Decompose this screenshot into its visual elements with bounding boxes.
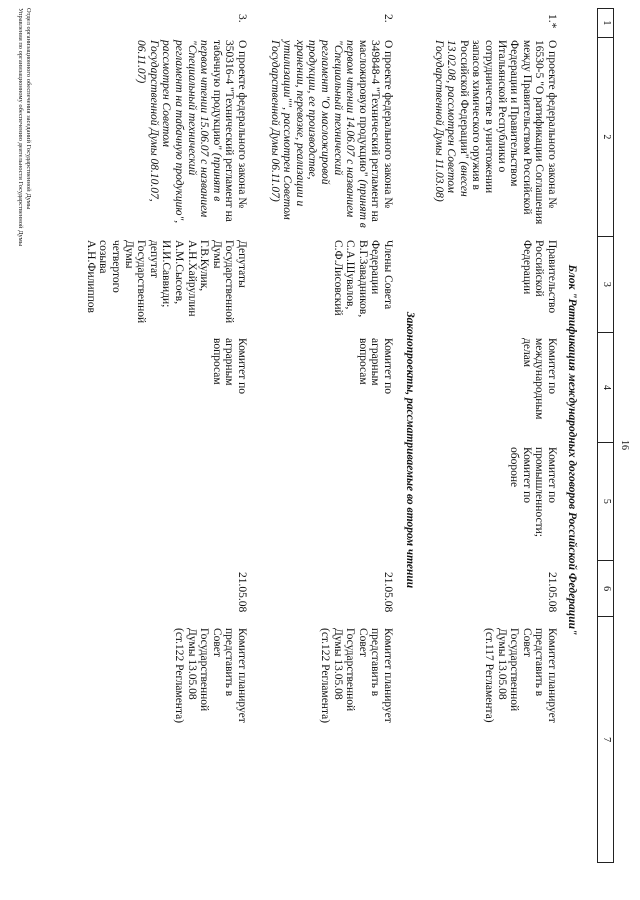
remark: Комитет планирует представить в Совет Государственной Думы 13.05.08 (ст.117 Регламента) bbox=[483, 628, 558, 723]
bill-note: (принят в первом чтении 14.06.07 с названием "Специальный технический регламент "О масложировой продукции, ее производстве, хранении, перевозке, реализации и утилизации"", рассмотрен Советом Государственной Думы 06.11.07) bbox=[268, 40, 369, 228]
bill-title: О проекте федерального закона № 350316-4 "Технический регламент на табачную продукцию" bbox=[210, 40, 248, 222]
col-header-4: 4 bbox=[598, 332, 614, 442]
row-number: 3. bbox=[236, 14, 248, 23]
footer-line-1: Отдел организационного обеспечения заседаний Государственной Думы bbox=[25, 8, 32, 210]
page-number: 16 bbox=[619, 440, 630, 450]
col-header-6: 6 bbox=[598, 560, 614, 617]
bill-note: (внесен 13.02.08, рассмотрен Советом Государственной Думы 11.03.08) bbox=[432, 40, 470, 202]
section-title: Законопроекты, рассматриваемые во втором чтении bbox=[404, 311, 416, 589]
co-committee: Комитет по промышленности; Комитет по обороне bbox=[508, 447, 558, 537]
date: 21.05.08 bbox=[236, 572, 248, 613]
column-number-header bbox=[597, 8, 614, 863]
row-number: 2. bbox=[382, 14, 394, 23]
author: Правительство Российской Федерации bbox=[520, 240, 558, 314]
col-header-1: 1 bbox=[598, 9, 614, 38]
date: 21.05.08 bbox=[382, 572, 394, 613]
row-number: 1.* bbox=[546, 14, 558, 29]
responsible-committee: Комитет по аграрным вопросам bbox=[210, 338, 248, 394]
row-title-cell bbox=[432, 40, 558, 228]
bill-title: О проекте федерального закона № 16530-5 "О ратификации Соглашения между Правительством Российской Федерации и Правительством Итальянской Республики о сотрудничестве в уничтожении запасов химического оружия в Российской Федерации" bbox=[457, 40, 558, 225]
row-title-cell bbox=[268, 40, 394, 228]
responsible-committee: Комитет по международным делам bbox=[520, 338, 558, 420]
responsible-committee: Комитет по аграрным вопросам bbox=[356, 338, 394, 394]
author: Члены Совета Федерации В.Г.Завадников, С.А.Шувалов, С.Ф.Лисовский bbox=[331, 240, 394, 318]
remark: Комитет планирует представить в Совет Государственной Думы 13.05.08 (ст.122 Регламента) bbox=[319, 628, 394, 724]
remark: Комитет планирует представить в Совет Государственной Думы 13.05.08 (ст.122 Регламента) bbox=[173, 628, 248, 724]
row-title-cell bbox=[135, 40, 248, 228]
date: 21.05.08 bbox=[546, 572, 558, 613]
footer bbox=[16, 8, 32, 708]
col-header-2: 2 bbox=[598, 37, 614, 236]
bill-title: О проекте федерального закона № 349848-4 "Технический регламент на масложировую продукцию" bbox=[356, 40, 394, 222]
col-header-5: 5 bbox=[598, 442, 614, 560]
author: Депутаты Государственной Думы Г.В.Кулик, А.Н.Хайруллин А.М.Сысоев, И.И.Саввиди; депутат Государственной Думы четвертого созыва А.Н.Филиппов bbox=[84, 240, 248, 324]
bill-note: (принят в первом чтении 15.06.07 с названием "Специальный технический регламент на табачную продукцию", рассмотрен Советом Государственной Думы 08.10.07, 06.11.07) bbox=[135, 40, 223, 224]
col-header-3: 3 bbox=[598, 236, 614, 332]
block-title: Блок "Ратификация международных договоров Российской Федерации" bbox=[566, 264, 578, 636]
footer-line-2: Управления по организационному обеспечению деятельности Государственной Думы bbox=[17, 8, 24, 247]
col-header-7: 7 bbox=[598, 617, 614, 863]
